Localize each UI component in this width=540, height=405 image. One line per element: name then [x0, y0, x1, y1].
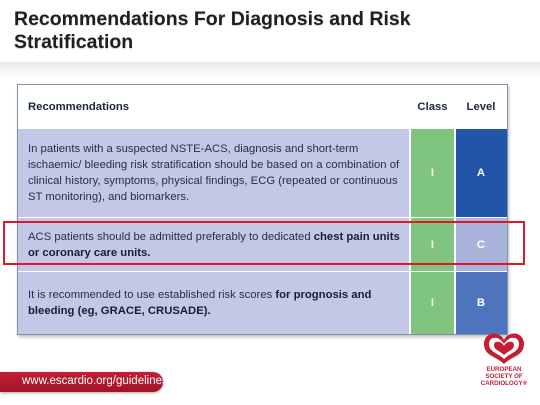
recommendation-text: In patients with a suspected NSTE-ACS, diagnosis and short-term ischaemic/ bleeding risk stratification should be based on a combination of clinical history, symptoms, physical findings, ECG (repeated or continuous ST monitoring), and biomarkers. — [28, 143, 400, 203]
level-badge: B — [455, 272, 507, 334]
title-band — [0, 62, 540, 78]
logo-text — [470, 366, 538, 387]
recommendations-table — [17, 84, 508, 335]
recommendation-emphasis: for prognosis and bleeding (eg, GRACE, CRUSADE). — [28, 289, 372, 317]
class-badge: I — [410, 272, 455, 334]
row-divider — [18, 271, 507, 272]
recommendation-text: It is recommended to use established risk scores — [28, 289, 276, 301]
level-badge: A — [455, 129, 507, 217]
header-recommendations: Recommendations — [18, 85, 410, 129]
header-level: Level — [455, 85, 507, 129]
recommendation-text: ACS patients should be admitted preferably to dedicated — [28, 230, 314, 243]
logo-line-2: SOCIETY OF — [485, 373, 523, 380]
table-row-recommendation — [18, 129, 410, 217]
slide-title: Recommendations For Diagnosis and Risk Stratification — [14, 8, 411, 53]
table-row-recommendation — [18, 272, 410, 334]
class-badge: I — [410, 129, 455, 217]
highlight-box — [3, 221, 525, 265]
heart-logo-icon — [474, 330, 534, 400]
row-divider — [18, 217, 507, 218]
header-class: Class — [410, 85, 455, 129]
footer-url-link[interactable]: www.escardio.org/guidelines — [22, 375, 168, 387]
recommendation-emphasis: chest pain units or coronary care units. — [28, 230, 400, 259]
logo-line-3: CARDIOLOGY® — [480, 380, 528, 387]
logo-line-1: EUROPEAN — [486, 366, 522, 373]
level-badge: C — [455, 218, 507, 271]
class-badge: I — [410, 218, 455, 271]
